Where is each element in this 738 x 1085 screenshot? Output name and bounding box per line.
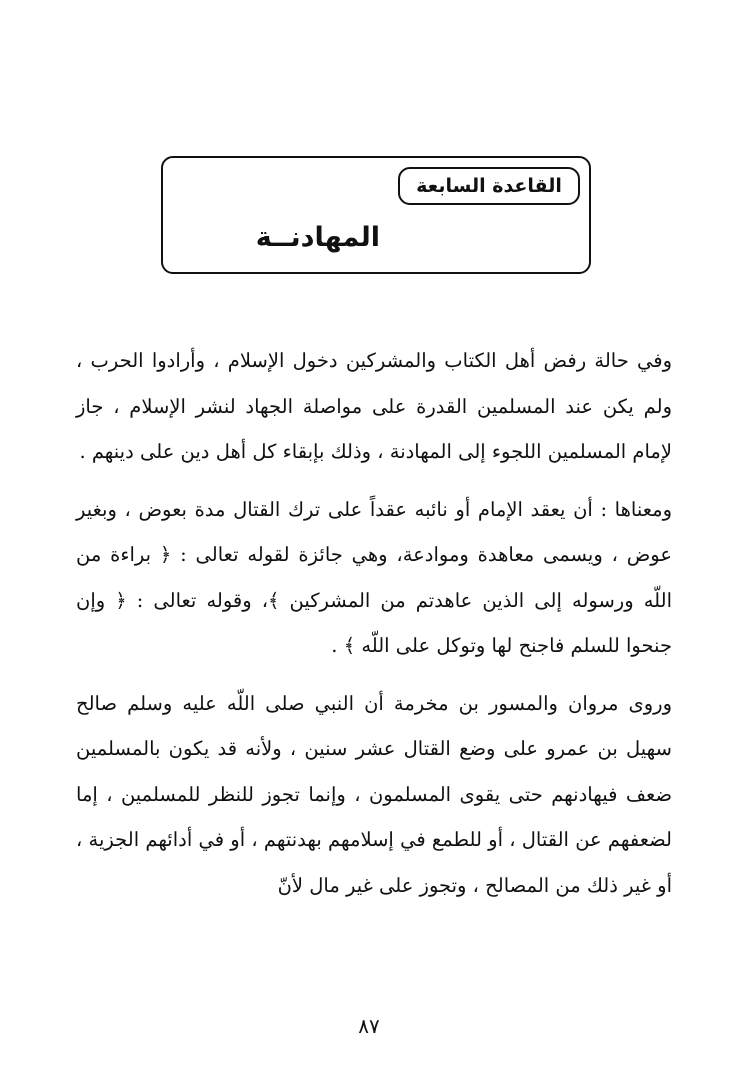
page-number: ٨٧: [358, 1014, 380, 1038]
paragraph-1: وفي حالة رفض أهل الكتاب والمشركين دخول الإسلام ، وأرادوا الحرب ، ولم يكن عند المسلمين القدرة على مواصلة الجهاد لنشر الإسلام ، جاز لإمام المسلمين اللجوء إلى المهادنة ، وذلك بإبقاء كل أهل دين على دينهم .: [76, 349, 672, 463]
paragraph-2: ومعناها : أن يعقد الإمام أو نائبه عقداً على ترك القتال مدة بعوض ، وبغير عوض ، ويسمى معاهدة وموادعة، وهي جائزة لقوله تعالى : ﴿ براءة من اللّه ورسوله إلى الذين عاهدتم من المشركين ﴾، وقوله تعالى : ﴿ وإن جنحوا للسلم فاجنح لها وتوكل على اللّه ﴾ .: [76, 497, 672, 657]
paragraph-3: وروى مروان والمسور بن مخرمة أن النبي صلى اللّه عليه وسلم صالح سهيل بن عمرو على وضع القتال عشر سنين ، ولأنه قد يكون بالمسلمين ضعف فيهادنهم حتى يقوى المسلمون ، وإنما تجوز للنظر للمسلمين ، إما لضعفهم عن القتال ، أو للطمع في إسلامهم بهدنتهم ، أو في أدائهم الجزية ، أو غير ذلك من المصالح ، وتجوز على غير مال لأنّ: [76, 691, 672, 897]
body-text: [76, 338, 672, 920]
chapter-title: المهادنــة: [255, 222, 380, 253]
section-label: القاعدة السابعة: [398, 167, 580, 205]
